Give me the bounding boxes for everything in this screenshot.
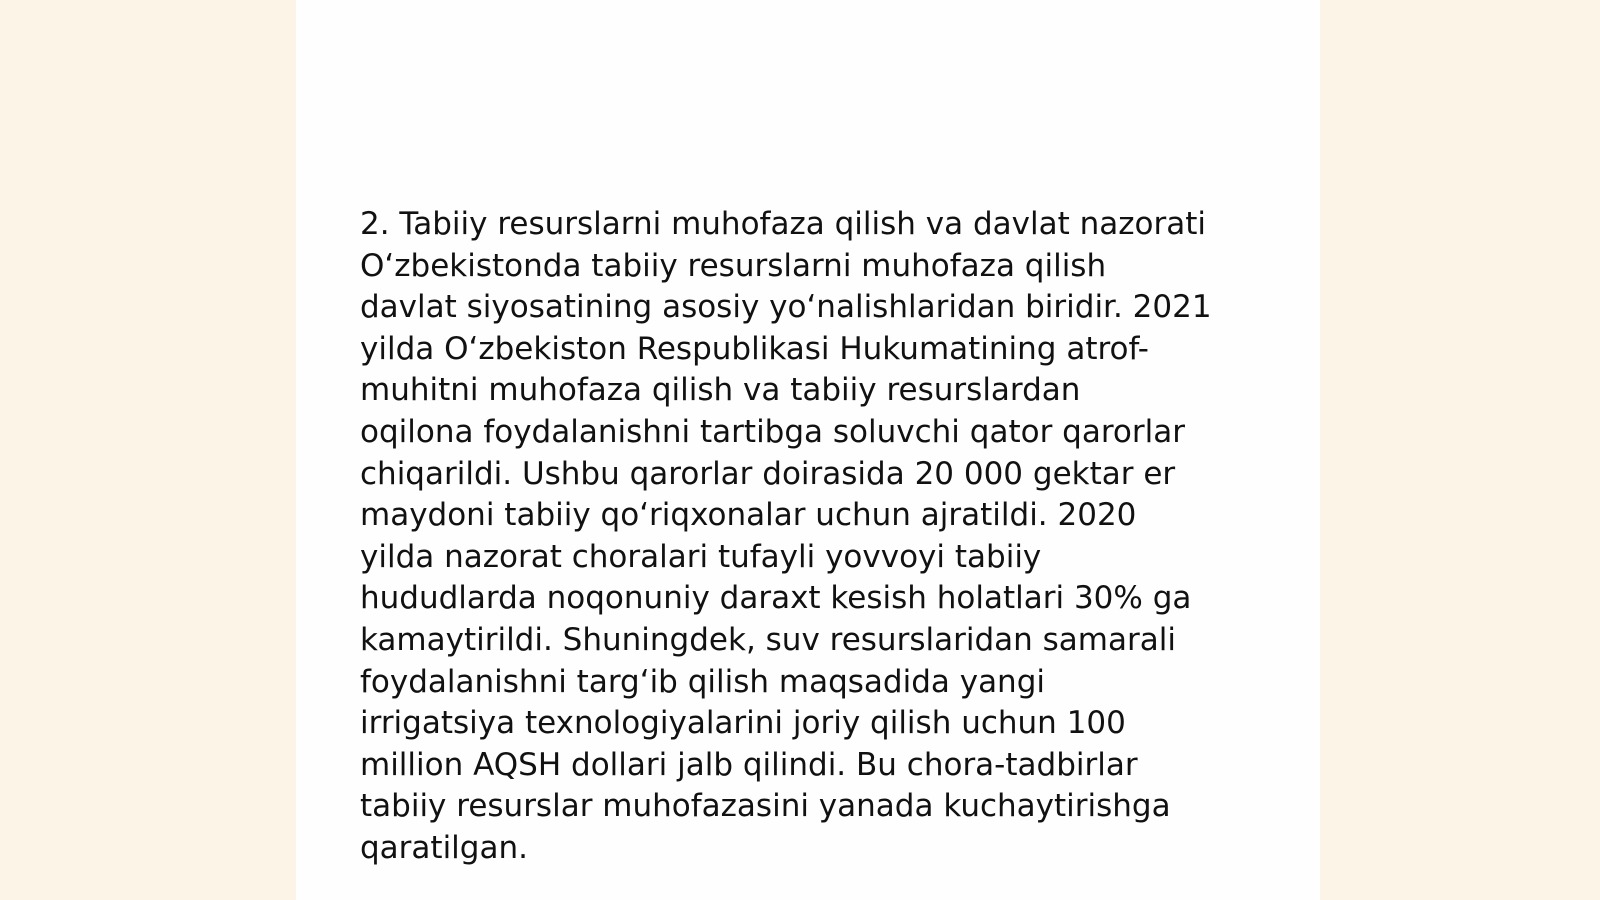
article-heading-line: 2. Tabiiy resurslarni muhofaza qilish va davlat nazorati (360, 206, 1206, 242)
article-line: kamaytirildi. Shuningdek, suv resurslaridan samarali (360, 621, 1176, 658)
article-line: million AQSH dollari jalb qilindi. Bu chora-tadbirlar (360, 746, 1138, 783)
article-line: chiqarildi. Ushbu qarorlar doirasida 20 000 gektar er (360, 455, 1176, 492)
article-line: irrigatsiya texnologiyalarini joriy qilish uchun 100 (360, 705, 1126, 742)
article-line: tabiiy resurslar muhofazasini yanada kuchaytirishga (360, 788, 1171, 825)
article-line: hududlarda noqonuniy daraxt kesish holatlari 30% ga (360, 580, 1192, 617)
article-line: foydalanishni targ‘ib qilish maqsadida yangi (360, 663, 1045, 700)
article-line: davlat siyosatining asosiy yo‘nalishlaridan biridir. 2021 (360, 289, 1212, 326)
article-line: maydoni tabiiy qo‘riqxonalar uchun ajratildi. 2020 (360, 497, 1137, 534)
document-page (296, 0, 1320, 900)
article-line: yilda nazorat choralari tufayli yovvoyi tabiiy (360, 538, 1042, 575)
article-line: O‘zbekistonda tabiiy resurslarni muhofaza qilish (360, 247, 1107, 284)
article-text (360, 204, 1260, 870)
article-line: qaratilgan. (360, 829, 528, 866)
article-line: muhitni muhofaza qilish va tabiiy resurslardan (360, 372, 1081, 409)
article-line: yilda O‘zbekiston Respublikasi Hukumatining atrof- (360, 330, 1149, 367)
article-line: oqilona foydalanishni tartibga soluvchi qator qarorlar (360, 413, 1185, 450)
